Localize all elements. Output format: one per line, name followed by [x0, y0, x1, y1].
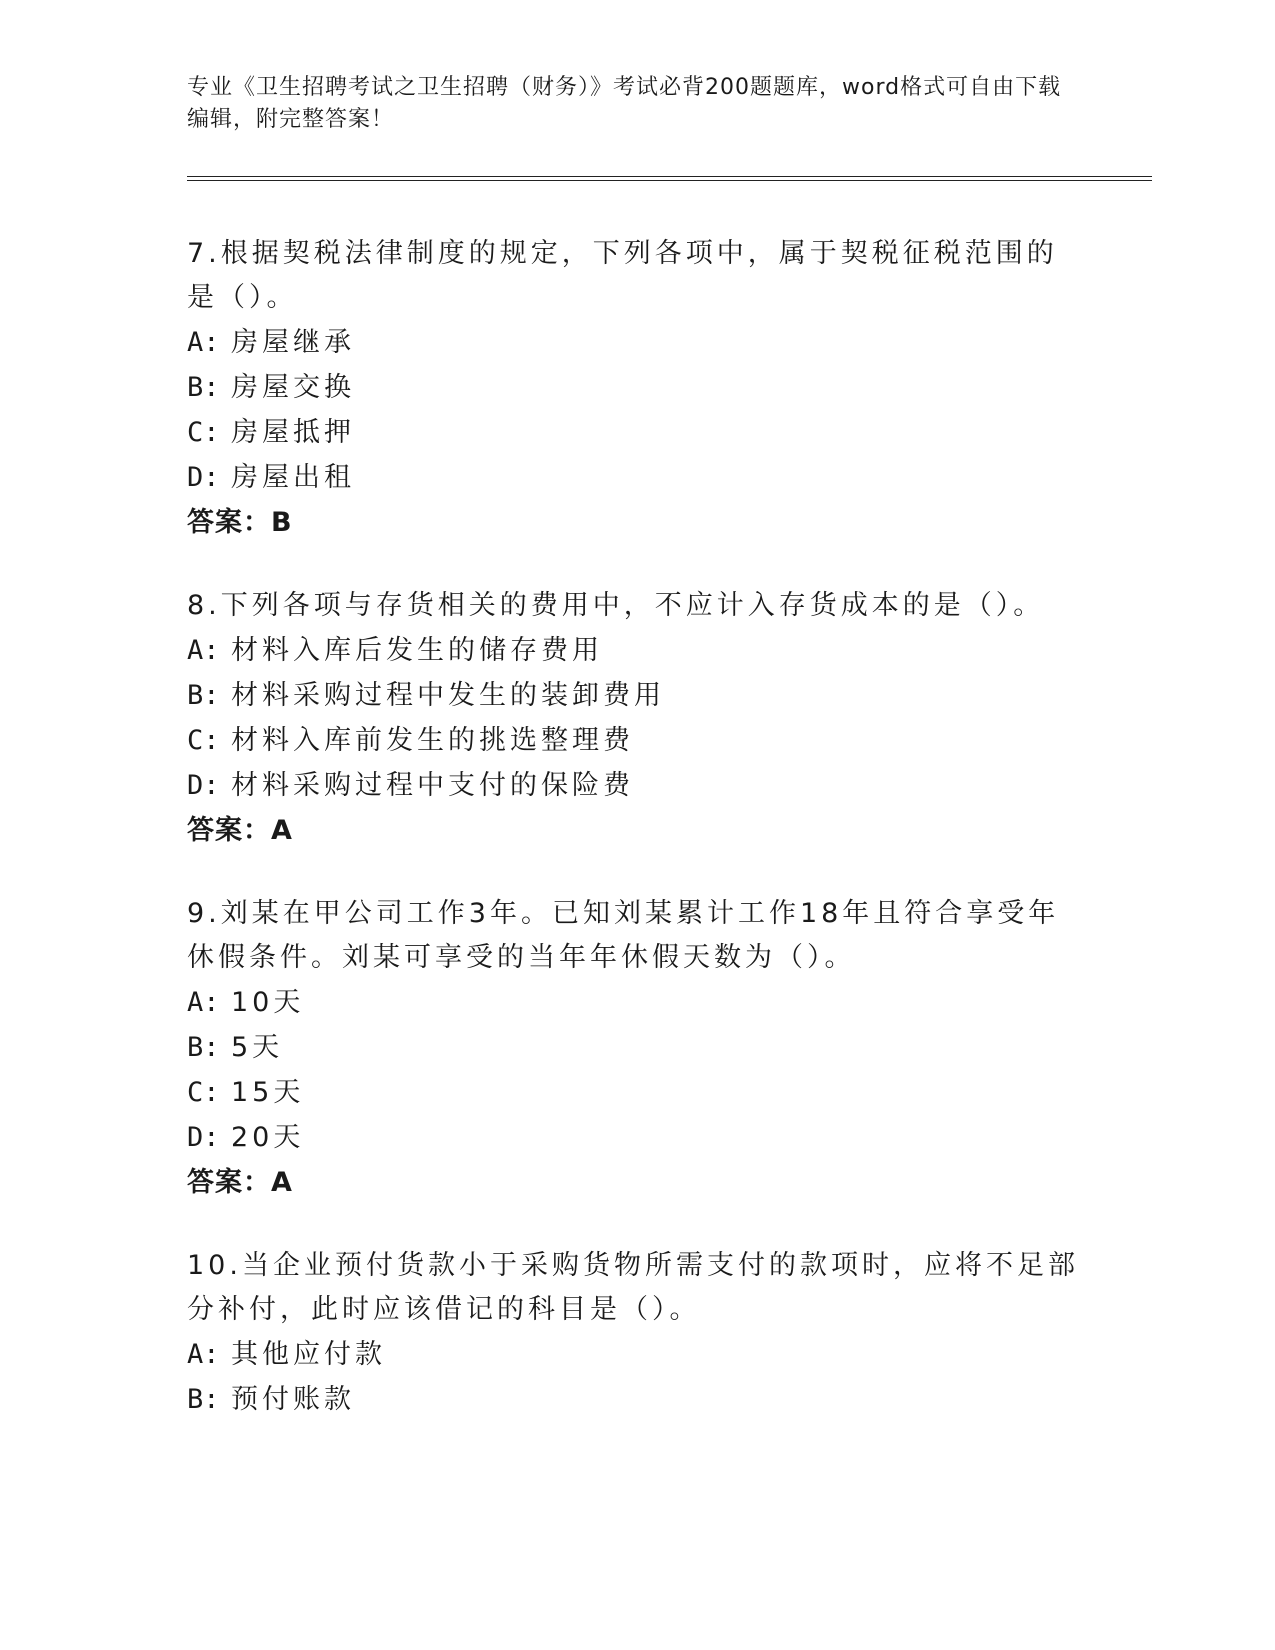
answer-line: 答案：A: [187, 1167, 293, 1198]
option-text: 房屋继承: [231, 327, 355, 358]
option-letter: D:: [187, 462, 220, 493]
option-b: [187, 365, 1087, 410]
question-list: [187, 232, 1087, 1460]
question-8: [187, 584, 1087, 854]
option-text: 房屋交换: [231, 372, 355, 403]
option-letter: B:: [187, 1032, 220, 1063]
option-letter: D:: [187, 770, 220, 801]
option-letter: C:: [187, 725, 220, 756]
question-9: [187, 892, 1087, 1206]
question-7: [187, 232, 1087, 546]
option-c: [187, 410, 1087, 455]
document-intro: 专业《卫生招聘考试之卫生招聘（财务）》考试必背200题题库，word格式可自由下载编辑，附完整答案！: [187, 75, 1062, 132]
question-text: 10.当企业预付货款小于采购货物所需支付的款项时，应将不足部分补付，此时应该借记的科目是（）。: [187, 1250, 1079, 1325]
option-text: 10天: [231, 987, 305, 1018]
option-letter: D:: [187, 1122, 220, 1153]
option-text: 材料采购过程中支付的保险费: [231, 770, 634, 801]
option-c: [187, 1070, 1087, 1115]
answer-line: 答案：A: [187, 815, 293, 846]
option-text: 材料入库后发生的储存费用: [231, 635, 603, 666]
option-letter: C:: [187, 1077, 220, 1108]
option-a: [187, 1332, 1087, 1377]
option-text: 房屋出租: [231, 462, 355, 493]
option-b: [187, 1377, 1087, 1422]
option-text: 材料入库前发生的挑选整理费: [231, 725, 634, 756]
option-letter: B:: [187, 1384, 220, 1415]
option-text: 5天: [231, 1032, 284, 1063]
option-text: 20天: [231, 1122, 305, 1153]
option-d: [187, 1115, 1087, 1160]
option-letter: A:: [187, 327, 220, 358]
option-letter: C:: [187, 417, 220, 448]
option-letter: A:: [187, 987, 220, 1018]
option-letter: A:: [187, 635, 220, 666]
answer-line: 答案：B: [187, 507, 293, 538]
option-a: [187, 320, 1087, 365]
option-text: 房屋抵押: [231, 417, 355, 448]
option-d: [187, 763, 1087, 808]
option-b: [187, 673, 1087, 718]
option-text: 其他应付款: [231, 1339, 386, 1370]
option-a: [187, 628, 1087, 673]
question-text: 9.刘某在甲公司工作3年。已知刘某累计工作18年且符合享受年休假条件。刘某可享受的当年年休假天数为（）。: [187, 898, 1060, 973]
option-letter: A:: [187, 1339, 220, 1370]
question-10: [187, 1244, 1087, 1422]
option-letter: B:: [187, 680, 220, 711]
option-text: 预付账款: [231, 1384, 355, 1415]
option-d: [187, 455, 1087, 500]
question-text: 8.下列各项与存货相关的费用中，不应计入存货成本的是（）。: [187, 590, 1045, 621]
option-text: 材料采购过程中发生的装卸费用: [231, 680, 665, 711]
double-rule-divider: [187, 176, 1152, 181]
option-letter: B:: [187, 372, 220, 403]
option-b: [187, 1025, 1087, 1070]
option-a: [187, 980, 1087, 1025]
option-text: 15天: [231, 1077, 305, 1108]
question-text: 7.根据契税法律制度的规定，下列各项中，属于契税征税范围的是（）。: [187, 238, 1058, 313]
option-c: [187, 718, 1087, 763]
